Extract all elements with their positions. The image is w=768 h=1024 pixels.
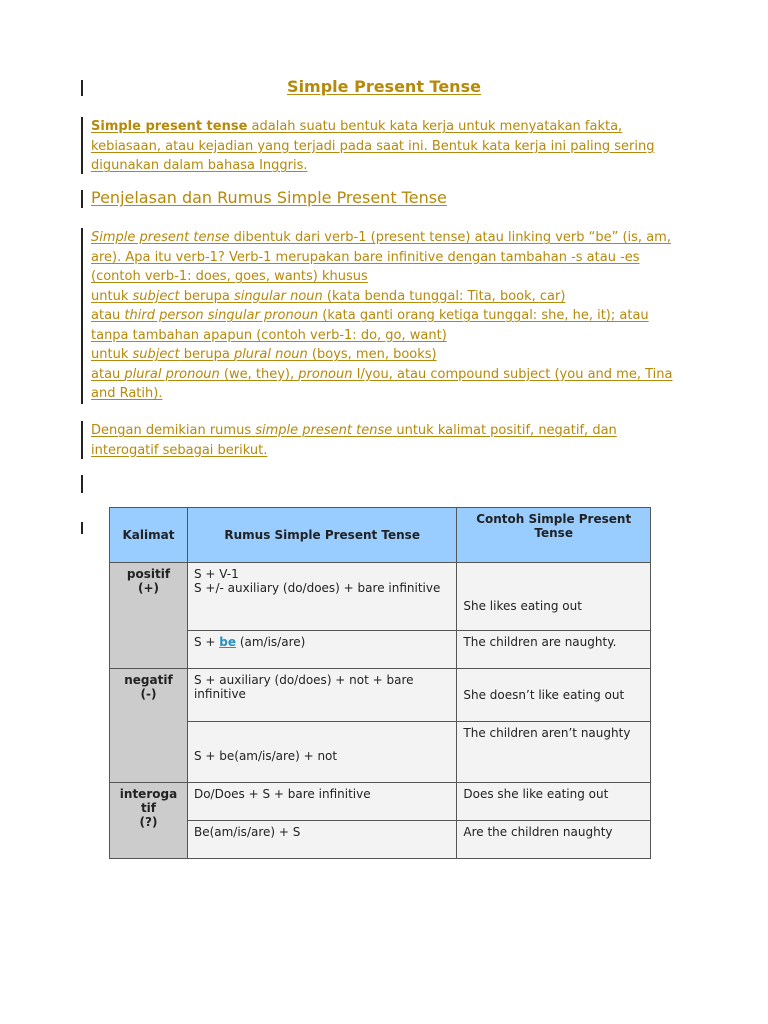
explanation-text: atau (91, 308, 125, 323)
contoh-cell: The children aren’t naughty (457, 722, 651, 783)
explanation-term: plural pronoun (124, 366, 220, 382)
table-row (110, 821, 651, 859)
intro-term: Simple present tense (91, 119, 248, 134)
explanation-text: atau (91, 366, 125, 382)
row-label-positif (110, 563, 188, 669)
table-row (110, 722, 651, 783)
contoh-cell: Does she like eating out (457, 783, 651, 821)
row-label-interogatif (110, 783, 188, 859)
contoh-cell: She likes eating out (457, 563, 651, 631)
label-text: interoga (119, 787, 178, 801)
rumus-cell: S + be(am/is/are) + not (187, 722, 456, 783)
be-link[interactable]: be (219, 635, 237, 649)
explanation-text: (boys, men, books) (307, 347, 437, 362)
explanation-paragraph[interactable] (91, 228, 683, 404)
rumus-cell: Do/Does + S + bare infinitive (187, 783, 456, 821)
rumus-text: S + (193, 635, 220, 649)
conclusion-text: untuk kalimat positif, negatif, dan interogatif sebagai berikut. (91, 423, 617, 458)
contoh-cell: Are the children naughty (457, 821, 651, 859)
paragraph-marker (81, 190, 83, 208)
explanation-text: (kata ganti orang ketiga tunggal: she, he, it); atau tanpa tambahan apapun (contoh verb-1: do, go, want) (91, 308, 649, 343)
rumus-cell (187, 631, 456, 669)
paragraph-marker (81, 117, 83, 174)
table-header-row (110, 508, 651, 563)
explanation-text: dibentuk dari verb-1 (present tense) atau linking verb “be” (is, am, are). Apa itu verb-1? Verb-1 merupakan bare infinitive dengan tambahan -s atau -es (contoh verb-1: does, goes, wants) khusus (91, 230, 671, 284)
rumus-cell: S + V-1 S +/- auxiliary (do/does) + bare infinitive (187, 563, 456, 631)
header-rumus: Rumus Simple Present Tense (187, 508, 456, 563)
paragraph-marker (81, 475, 83, 493)
label-text: tif (140, 801, 157, 815)
page-title[interactable]: Simple Present Tense (287, 77, 481, 96)
explanation-term: singular noun (233, 288, 323, 304)
explanation-text: (kata benda tunggal: Tita, book, car) (322, 288, 566, 304)
explanation-term: subject (132, 347, 180, 362)
label-symbol: (+) (137, 581, 159, 595)
explanation-text: I/you, atau compound subject (you and me, Tina and Ratih). (91, 366, 673, 401)
explanation-term: pronoun (298, 366, 353, 382)
paragraph-marker (81, 522, 83, 534)
table-row (110, 669, 651, 722)
table-row (110, 631, 651, 669)
header-kalimat: Kalimat (110, 508, 188, 563)
conclusion-term: simple present tense (255, 423, 393, 438)
table-row (110, 563, 651, 631)
explanation-text: untuk (91, 288, 133, 304)
rumus-cell: Be(am/is/are) + S (187, 821, 456, 859)
label-symbol: (-) (140, 687, 157, 701)
label-symbol: (?) (139, 815, 158, 829)
tense-formula-table (109, 507, 651, 859)
section-heading[interactable]: Penjelasan dan Rumus Simple Present Tense (91, 188, 447, 207)
explanation-text: berupa (179, 347, 234, 362)
label-text: positif (126, 567, 171, 581)
explanation-term: third person singular pronoun (124, 308, 319, 323)
rumus-cell: S + auxiliary (do/does) + not + bare infinitive (187, 669, 456, 722)
table-row (110, 783, 651, 821)
rumus-text: (am/is/are) (236, 635, 306, 649)
explanation-term: plural noun (233, 347, 308, 362)
explanation-text: untuk (91, 347, 133, 362)
intro-paragraph[interactable] (91, 117, 676, 176)
row-label-negatif (110, 669, 188, 783)
explanation-text: (we, they), (219, 366, 299, 382)
contoh-cell: The children are naughty. (457, 631, 651, 669)
conclusion-paragraph[interactable] (91, 421, 681, 460)
explanation-term: Simple present tense (91, 230, 230, 245)
header-contoh: Contoh Simple Present Tense (457, 508, 651, 563)
label-text: negatif (124, 673, 173, 687)
paragraph-marker (81, 421, 83, 459)
paragraph-marker (81, 228, 83, 404)
explanation-text: berupa (179, 288, 234, 304)
conclusion-text: Dengan demikian rumus (91, 423, 256, 438)
contoh-cell: She doesn’t like eating out (457, 669, 651, 722)
explanation-term: subject (132, 288, 180, 304)
intro-text: adalah suatu bentuk kata kerja untuk menyatakan fakta, kebiasaan, atau kejadian yang terjadi pada saat ini. Bentuk kata kerja ini paling sering digunakan dalam bahasa Inggris. (91, 119, 655, 173)
